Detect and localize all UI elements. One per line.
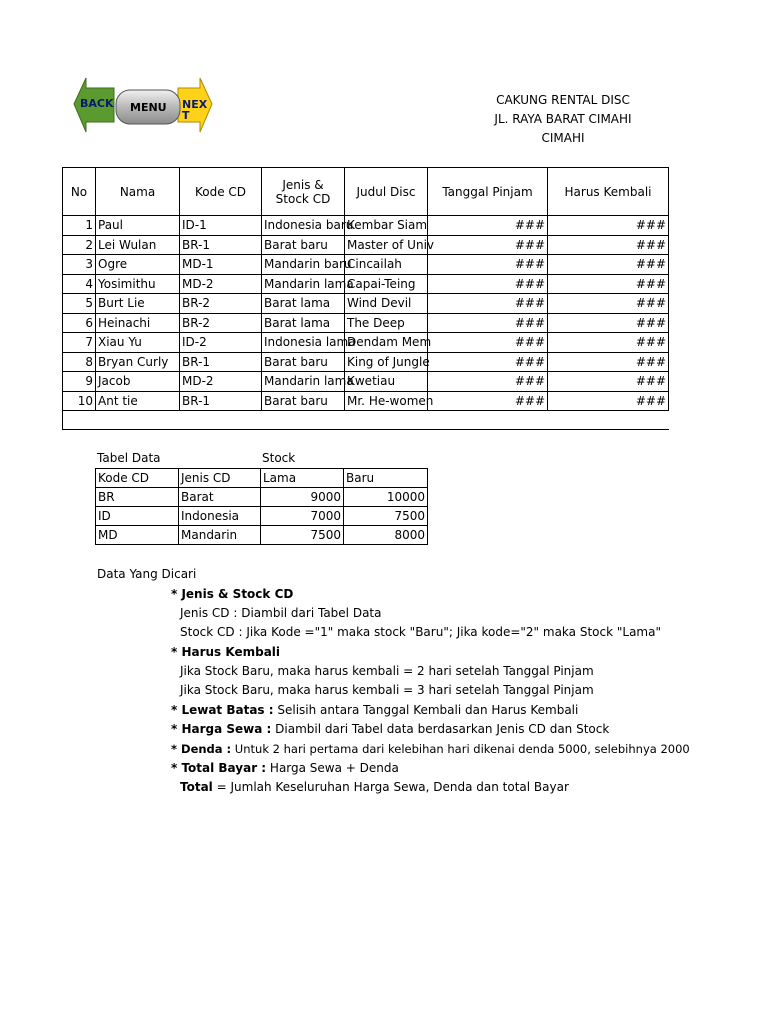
- cell-jenis: Indonesia lama: [262, 333, 345, 353]
- cell-no: 6: [63, 313, 96, 333]
- table-row: [63, 274, 669, 294]
- cell-judul: Kwetiau: [345, 372, 428, 392]
- table-row: [63, 255, 669, 275]
- cell-nama: Heinachi: [96, 313, 180, 333]
- cell-judul: Dendam Mem: [345, 333, 428, 353]
- cell-jenis: Barat: [179, 488, 261, 507]
- cell-kode: BR: [96, 488, 179, 507]
- table-row: [63, 333, 669, 353]
- next-button[interactable]: NEX T: [182, 98, 208, 122]
- col-header-no: No: [63, 168, 96, 216]
- col-header-jenis: Jenis & Stock CD: [262, 168, 345, 216]
- note-denda-text: Untuk 2 hari pertama dari kelebihan hari dikenai denda 5000, selebihnya 2000: [231, 742, 690, 756]
- table-footer-row: [63, 411, 669, 430]
- tabel-data-header-jenis: Jenis CD: [179, 469, 261, 488]
- cell-nama: Paul: [96, 216, 180, 236]
- cell-lama: 9000: [261, 488, 344, 507]
- cell-nama: Yosimithu: [96, 274, 180, 294]
- cell-harus-kembali: ###: [548, 294, 669, 314]
- cell-tanggal-pinjam: ###: [428, 372, 548, 392]
- company-city: CIMAHI: [541, 131, 585, 145]
- cell-kode: MD-2: [180, 372, 262, 392]
- cell-jenis: Barat baru: [262, 352, 345, 372]
- note-total: [180, 780, 569, 794]
- col-header-harus: Harus Kembali: [548, 168, 669, 216]
- cell-no: 7: [63, 333, 96, 353]
- cell-baru: 10000: [344, 488, 428, 507]
- cell-jenis: Mandarin: [179, 526, 261, 545]
- table-footer-cell: [63, 411, 669, 430]
- cell-kode: BR-2: [180, 294, 262, 314]
- table-row: [63, 352, 669, 372]
- company-name: CAKUNG RENTAL DISC: [496, 93, 630, 107]
- cell-no: 5: [63, 294, 96, 314]
- cell-kode: BR-1: [180, 352, 262, 372]
- table-row: [63, 391, 669, 411]
- note-harga-label: * Harga Sewa :: [171, 722, 272, 736]
- cell-kode: BR-2: [180, 313, 262, 333]
- note-harus-line1: Jika Stock Baru, maka harus kembali = 2 hari setelah Tanggal Pinjam: [180, 664, 594, 678]
- cell-judul: Master of Univ: [345, 235, 428, 255]
- note-lewat-text: Selisih antara Tanggal Kembali dan Harus Kembali: [273, 703, 579, 717]
- cell-tanggal-pinjam: ###: [428, 255, 548, 275]
- cell-jenis: Barat lama: [262, 313, 345, 333]
- menu-button[interactable]: MENU: [130, 101, 167, 114]
- cell-no: 9: [63, 372, 96, 392]
- note-total-bayar: [171, 761, 399, 775]
- cell-harus-kembali: ###: [548, 391, 669, 411]
- cell-harus-kembali: ###: [548, 255, 669, 275]
- nav-buttons: [70, 74, 216, 138]
- cell-jenis: Indonesia: [179, 507, 261, 526]
- stock-label: Stock: [262, 451, 296, 465]
- cell-tanggal-pinjam: ###: [428, 313, 548, 333]
- cell-nama: Burt Lie: [96, 294, 180, 314]
- cell-kode: ID-1: [180, 216, 262, 236]
- cell-judul: Cincailah: [345, 255, 428, 275]
- cell-judul: Kembar Siam: [345, 216, 428, 236]
- cell-jenis: Indonesia baru: [262, 216, 345, 236]
- cell-judul: King of Jungle: [345, 352, 428, 372]
- table-row: [63, 294, 669, 314]
- notes-title: Data Yang Dicari: [97, 567, 197, 581]
- tabel-data-header-baru: Baru: [344, 469, 428, 488]
- col-header-tanggal: Tanggal Pinjam: [428, 168, 548, 216]
- cell-tanggal-pinjam: ###: [428, 352, 548, 372]
- cell-no: 2: [63, 235, 96, 255]
- note-total-label: Total: [180, 780, 213, 794]
- rental-table: [62, 167, 669, 430]
- cell-jenis: Mandarin lama: [262, 372, 345, 392]
- note-total-bayar-text: Harga Sewa + Denda: [266, 761, 399, 775]
- cell-lama: 7000: [261, 507, 344, 526]
- cell-tanggal-pinjam: ###: [428, 216, 548, 236]
- cell-harus-kembali: ###: [548, 216, 669, 236]
- cell-no: 4: [63, 274, 96, 294]
- cell-baru: 7500: [344, 507, 428, 526]
- cell-harus-kembali: ###: [548, 372, 669, 392]
- tabel-data: [95, 468, 428, 545]
- note-denda-label: * Denda :: [171, 742, 232, 756]
- note-total-text: = Jumlah Keseluruhan Harga Sewa, Denda dan total Bayar: [212, 780, 569, 794]
- cell-kode: BR-1: [180, 391, 262, 411]
- cell-jenis: Barat baru: [262, 235, 345, 255]
- cell-kode: MD-2: [180, 274, 262, 294]
- tabel-data-row: [96, 488, 428, 507]
- tabel-data-row: [96, 526, 428, 545]
- note-lewat-label: * Lewat Batas :: [171, 703, 274, 717]
- table-row: [63, 216, 669, 236]
- note-jenis-line1: Jenis CD : Diambil dari Tabel Data: [180, 606, 382, 620]
- cell-no: 8: [63, 352, 96, 372]
- tabel-data-header-kode: Kode CD: [96, 469, 179, 488]
- note-harus-line2: Jika Stock Baru, maka harus kembali = 3 hari setelah Tanggal Pinjam: [180, 683, 594, 697]
- cell-kode: ID-2: [180, 333, 262, 353]
- tabel-data-header-lama: Lama: [261, 469, 344, 488]
- cell-jenis: Mandarin lama: [262, 274, 345, 294]
- cell-no: 3: [63, 255, 96, 275]
- cell-nama: Lei Wulan: [96, 235, 180, 255]
- note-harga-text: Diambil dari Tabel data berdasarkan Jenis CD dan Stock: [271, 722, 610, 736]
- note-total-bayar-label: * Total Bayar :: [171, 761, 267, 775]
- cell-harus-kembali: ###: [548, 274, 669, 294]
- note-harus-heading: * Harus Kembali: [171, 645, 281, 659]
- note-jenis-heading: * Jenis & Stock CD: [171, 587, 294, 601]
- col-header-nama: Nama: [96, 168, 180, 216]
- table-row: [63, 372, 669, 392]
- col-header-kode: Kode CD: [180, 168, 262, 216]
- cell-nama: Xiau Yu: [96, 333, 180, 353]
- cell-judul: Mr. He-women: [345, 391, 428, 411]
- note-harga: [171, 722, 609, 736]
- cell-kode: MD: [96, 526, 179, 545]
- table-row: [63, 313, 669, 333]
- note-jenis-line2: Stock CD : Jika Kode ="1" maka stock "Baru"; Jika kode="2" maka Stock "Lama": [180, 625, 661, 639]
- col-header-judul: Judul Disc: [345, 168, 428, 216]
- cell-nama: Bryan Curly: [96, 352, 180, 372]
- cell-jenis: Barat baru: [262, 391, 345, 411]
- cell-nama: Ant tie: [96, 391, 180, 411]
- cell-harus-kembali: ###: [548, 352, 669, 372]
- cell-harus-kembali: ###: [548, 333, 669, 353]
- cell-tanggal-pinjam: ###: [428, 333, 548, 353]
- cell-tanggal-pinjam: ###: [428, 294, 548, 314]
- table-row: [63, 235, 669, 255]
- cell-lama: 7500: [261, 526, 344, 545]
- cell-kode: MD-1: [180, 255, 262, 275]
- company-address: JL. RAYA BARAT CIMAHI: [494, 112, 632, 126]
- cell-tanggal-pinjam: ###: [428, 274, 548, 294]
- cell-kode: BR-1: [180, 235, 262, 255]
- cell-judul: The Deep: [345, 313, 428, 333]
- tabel-data-row: [96, 507, 428, 526]
- cell-jenis: Mandarin baru: [262, 255, 345, 275]
- note-denda: [171, 742, 690, 756]
- cell-jenis: Barat lama: [262, 294, 345, 314]
- cell-tanggal-pinjam: ###: [428, 391, 548, 411]
- cell-no: 10: [63, 391, 96, 411]
- cell-judul: Capai-Teing: [345, 274, 428, 294]
- cell-nama: Jacob: [96, 372, 180, 392]
- cell-baru: 8000: [344, 526, 428, 545]
- back-button[interactable]: BACK: [80, 97, 114, 110]
- tabel-data-header-row: [96, 469, 428, 488]
- cell-kode: ID: [96, 507, 179, 526]
- cell-tanggal-pinjam: ###: [428, 235, 548, 255]
- cell-harus-kembali: ###: [548, 235, 669, 255]
- cell-no: 1: [63, 216, 96, 236]
- table-header-row: [63, 168, 669, 216]
- tabel-data-title: Tabel Data: [97, 451, 161, 465]
- cell-harus-kembali: ###: [548, 313, 669, 333]
- cell-judul: Wind Devil: [345, 294, 428, 314]
- note-lewat: [171, 703, 578, 717]
- cell-nama: Ogre: [96, 255, 180, 275]
